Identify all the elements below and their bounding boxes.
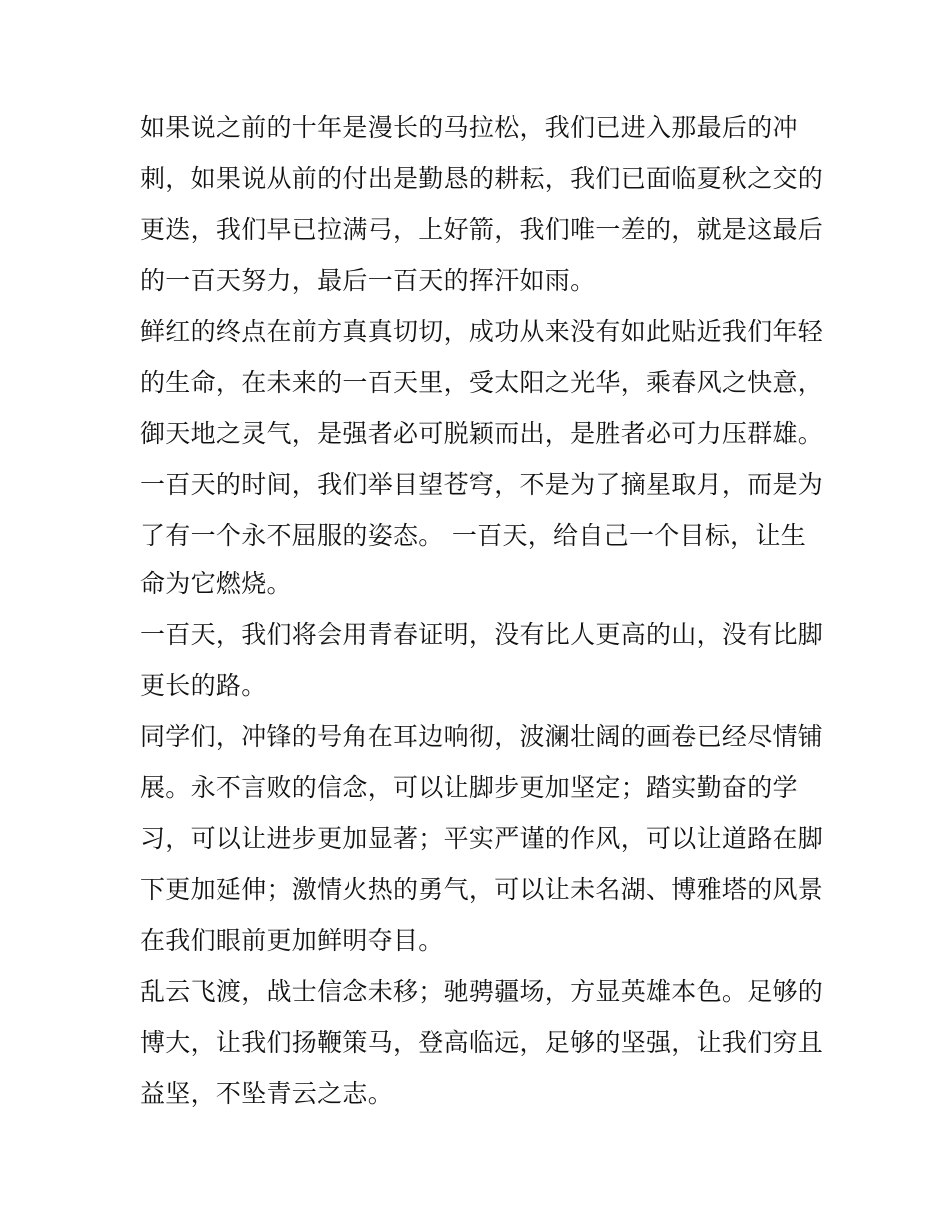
paragraph-3-line-2: 了有一个永不屈服的姿态。 一百天，给自己一个目标，让生 — [140, 521, 807, 550]
paragraph-4-line-1: 一百天，我们将会用青春证明，没有比人更高的山，没有比脚 — [140, 620, 824, 649]
paragraph-6-line-2: 博大，让我们扬鞭策马，登高临远，足够的坚强，让我们穷且 — [140, 1028, 824, 1057]
paragraph-6-line-1: 乱云飞渡，战士信念未移；驰骋疆场，方显英雄本色。足够的 — [140, 977, 824, 1006]
paragraph-3-line-3: 命为它燃烧。 — [140, 569, 292, 598]
paragraph-6-line-3: 益坚，不坠青云之志。 — [140, 1079, 394, 1108]
paragraph-5-line-5: 在我们眼前更加鲜明夺目。 — [140, 926, 444, 955]
paragraph-2-line-2: 的生命，在未来的一百天里，受太阳之光华，乘春风之快意， — [140, 368, 824, 397]
paragraph-1-line-2: 刺，如果说从前的付出是勤恳的耕耘，我们已面临夏秋之交的 — [140, 164, 824, 193]
paragraph-2-line-3: 御天地之灵气，是强者必可脱颖而出，是胜者必可力压群雄。 — [140, 419, 824, 448]
paragraph-2-line-1: 鲜红的终点在前方真真切切，成功从来没有如此贴近我们年轻 — [140, 317, 824, 346]
paragraph-5-line-3: 习，可以让进步更加显著；平实严谨的作风，可以让道路在脚 — [140, 824, 824, 853]
paragraph-4-line-2: 更长的路。 — [140, 671, 267, 700]
paragraph-5-line-2: 展。永不言败的信念，可以让脚步更加坚定；踏实勤奋的学 — [140, 773, 798, 802]
paragraph-3-line-1: 一百天的时间，我们举目望苍穹，不是为了摘星取月，而是为 — [140, 470, 824, 499]
paragraph-5-line-1: 同学们，冲锋的号角在耳边响彻，波澜壮阔的画卷已经尽情铺 — [140, 722, 824, 751]
paragraph-5-line-4: 下更加延伸；激情火热的勇气，可以让未名湖、博雅塔的风景 — [140, 875, 824, 904]
paragraph-1-line-4: 的一百天努力，最后一百天的挥汗如雨。 — [140, 266, 596, 295]
paragraph-1-line-3: 更迭，我们早已拉满弓，上好箭，我们唯一差的，就是这最后 — [140, 215, 824, 244]
paragraph-1-line-1: 如果说之前的十年是漫长的马拉松，我们已进入那最后的冲 — [140, 113, 798, 142]
